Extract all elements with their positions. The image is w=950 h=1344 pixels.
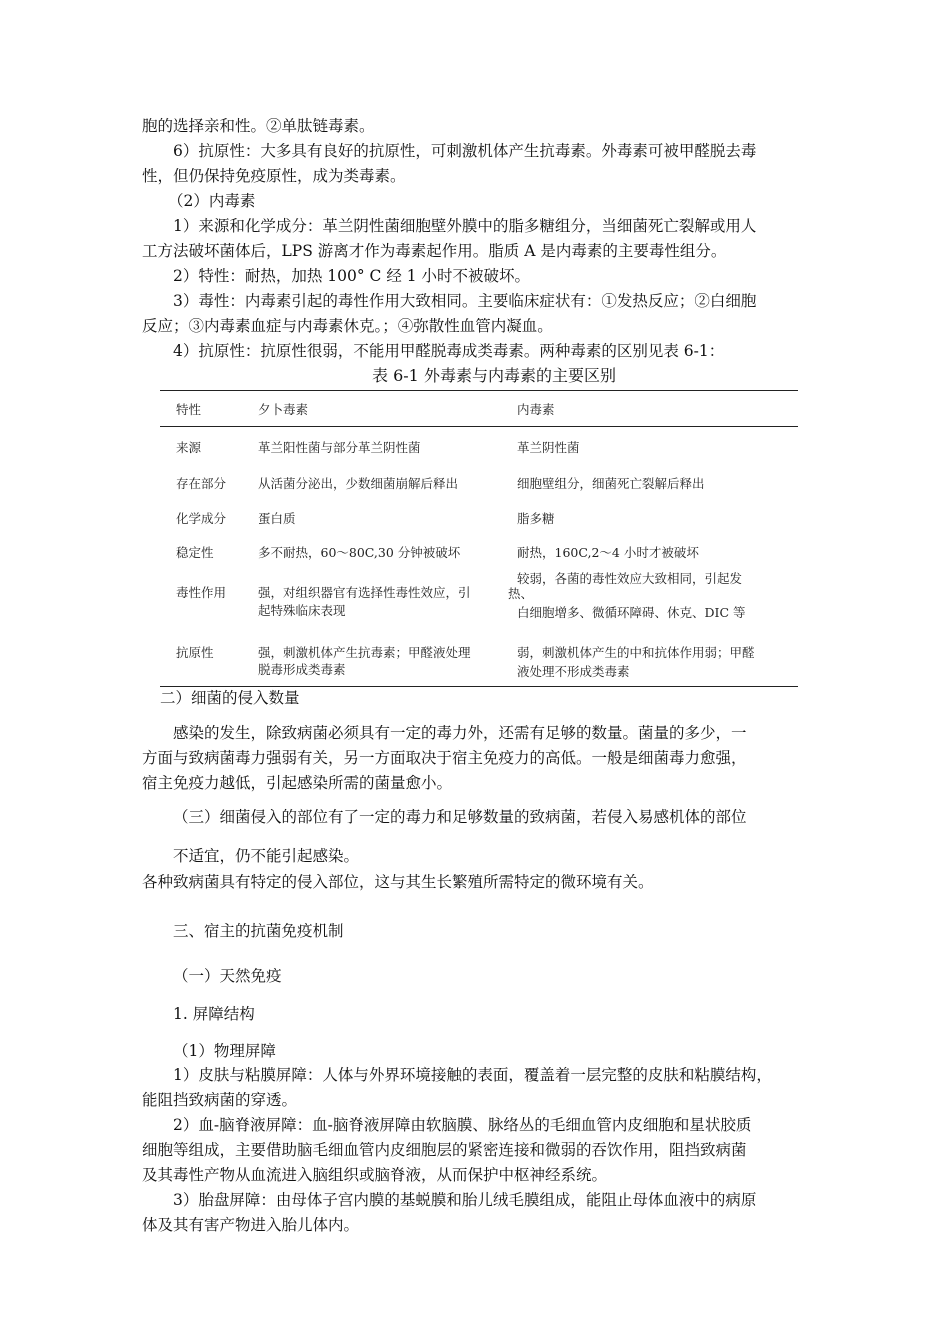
text-line: 2）血-脑脊液屏障：血-脑脊液屏障由软脑膜、脉络丛的毛细血管内皮细胞和星状胶质 [173,1116,752,1134]
table-cell-endotoxin: 白细胞增多、微循环障碍、休克、DIC 等 [517,605,746,620]
table-caption: 表 6-1 外毒素与内毒素的主要区别 [372,366,616,385]
text-line: 反应；③内毒素血症与内毒素休克。；④弥散性血管内凝血。 [142,317,553,335]
section-heading: 1. 屏障结构 [173,1005,255,1023]
text-line: 2）特性：耐热，加热 100° C 经 1 小时不被破坏。 [173,267,531,285]
text-line: 1）来源和化学成分：革兰阴性菌细胞壁外膜中的脂多糖组分，当细菌死亡裂解或用人 [173,217,757,235]
section-heading: （一）天然免疫 [173,967,282,985]
table-cell-endotoxin: 较弱，各菌的毒性效应大致相同，引起发 [517,571,743,586]
text-line: 性，但仍保持免疫原性，成为类毒素。 [142,167,406,185]
table-cell-endotoxin: 细胞壁组分，细菌死亡裂解后释出 [517,476,705,491]
table-cell-endotoxin: 弱，刺激机体产生的中和抗体作用弱；甲醛 [517,645,755,660]
text-line: 宿主免疫力越低，引起感染所需的菌量愈小。 [142,774,453,792]
table-cell-feature: 来源 [176,440,202,455]
text-line: 不适宜，仍不能引起感染。 [173,847,360,865]
text-line: 4）抗原性：抗原性很弱，不能用甲醛脱毒成类毒素。两种毒素的区别见表 6-1： [173,342,725,360]
table-cell-feature: 化学成分 [176,511,227,526]
text-line: 6）抗原性：大多具有良好的抗原性，可刺激机体产生抗毒素。外毒素可被甲醛脱去毒 [173,142,757,160]
table-cell-endotoxin: 脂多糖 [517,511,555,526]
table-cell-exotoxin: 从活菌分泌出，少数细菌崩解后释出 [258,476,459,491]
text-line: 1）皮肤与粘膜屏障：人体与外界环境接触的表面，覆盖着一层完整的皮肤和粘膜结构， [173,1066,772,1084]
table-cell-exotoxin: 多不耐热，60～80C,30 分钟被破坏 [258,545,461,560]
table-cell-endotoxin: 革兰阴性菌 [517,440,580,455]
table-header-cell: 特性 [176,402,202,417]
text-line: 各种致病菌具有特定的侵入部位，这与其生长繁殖所需特定的微环境有关。 [142,873,654,891]
text-line: 能阻挡致病菌的穿透。 [142,1091,298,1109]
table-cell-endotoxin: 液处理不形成类毒素 [517,664,630,679]
text-line: 方面与致病菌毒力强弱有关，另一方面取决于宿主免疫力的高低。一般是细菌毒力愈强， [142,749,747,767]
table-cell-feature: 毒性作用 [176,585,227,600]
table-cell-exotoxin: 强，刺激机体产生抗毒素；甲醛液处理 [258,645,471,660]
table-cell-feature: 稳定性 [176,545,214,560]
table-cell-exotoxin: 蛋白质 [258,511,296,526]
table-cell-exotoxin: 脱毒形成类毒素 [258,662,346,677]
text-line: 胞的选择亲和性。②单肽链毒素。 [142,117,375,135]
table-cell-endotoxin: 热、 [508,586,534,601]
text-line: 及其毒性产物从血流进入脑组织或脑脊液，从而保护中枢神经系统。 [142,1166,608,1184]
text-line: 工方法破坏菌体后，LPS 游离才作为毒素起作用。脂质 A 是内毒素的主要毒性组分。 [142,242,727,260]
table-header-rule [160,426,798,427]
text-line: 体及其有害产物进入胎儿体内。 [142,1216,360,1234]
section-heading: 三、宿主的抗菌免疫机制 [173,922,344,940]
table-top-rule [160,390,798,391]
table-header-cell: 夕卜毒素 [258,402,309,417]
table-cell-exotoxin: 强，对组织器官有选择性毒性效应，引 [258,585,471,600]
table-cell-exotoxin: 革兰阳性菌与部分革兰阴性菌 [258,440,421,455]
table-cell-feature: 存在部分 [176,476,227,491]
section-heading: （三）细菌侵入的部位有了一定的毒力和足够数量的致病菌，若侵入易感机体的部位 [173,808,747,826]
table-header-cell: 内毒素 [517,402,555,417]
text-line: 细胞等组成，主要借助脑毛细血管内皮细胞层的紧密连接和微弱的吞饮作用，阻挡致病菌 [142,1141,747,1159]
section-heading: 二）细菌的侵入数量 [160,689,300,707]
text-line: 3）胎盘屏障：由母体子宫内膜的基蜕膜和胎儿绒毛膜组成，能阻止母体血液中的病原 [173,1191,757,1209]
text-line: 3）毒性：内毒素引起的毒性作用大致相同。主要临床症状有：①发热反应；②白细胞 [173,292,757,310]
text-line: 感染的发生，除致病菌必须具有一定的毒力外，还需有足够的数量。菌量的多少，一 [173,724,747,742]
section-heading: （2）内毒素 [168,192,256,210]
table-cell-feature: 抗原性 [176,645,214,660]
table-cell-exotoxin: 起特殊临床表现 [258,603,346,618]
section-heading: （1）物理屏障 [173,1042,276,1060]
table-cell-endotoxin: 耐热，160C,2～4 小时才被破坏 [517,545,699,560]
